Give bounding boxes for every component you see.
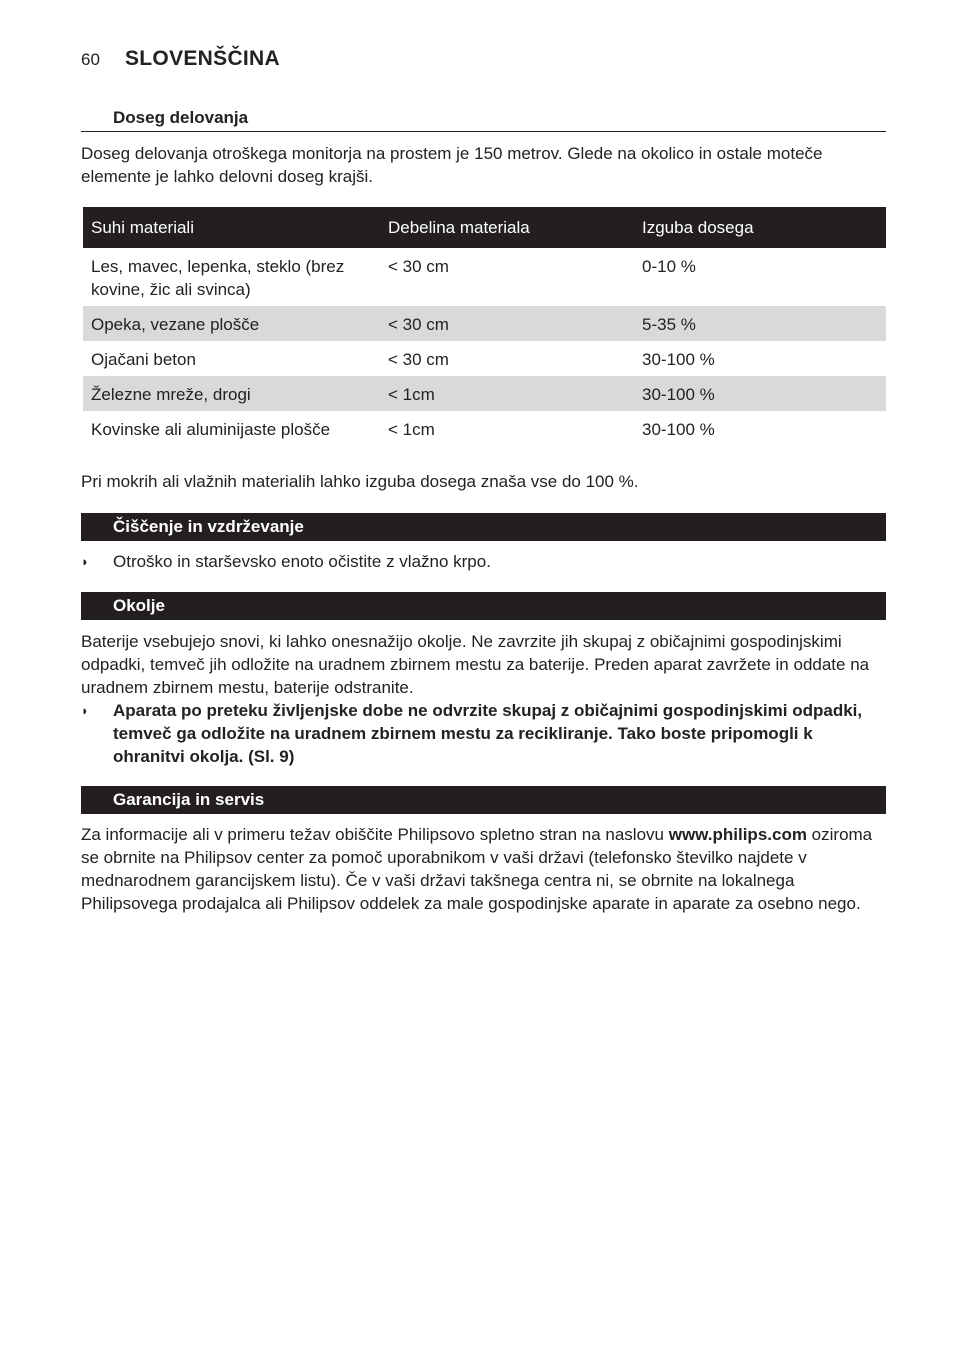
table-cell: Ojačani beton [91,350,196,369]
range-note: Pri mokrih ali vlažnih materialih lahko izguba dosega znaša vse do 100 %. [81,472,639,491]
cleaning-bullet-text: Otroško in starševsko enoto očistite z vlažno krpo. [113,552,491,571]
page-language-title: SLOVENŠČINA [125,47,280,70]
table-header-row [83,207,886,248]
guarantee-section-bar [81,786,886,814]
range-heading-rule [81,131,886,132]
guarantee-text [81,823,886,915]
table-cell: < 30 cm [380,306,634,341]
table-cell: < 1cm [388,420,435,439]
table-cell: 0-10 % [642,257,696,276]
environment-heading: Okolje [113,596,165,615]
guarantee-text-end: oziroma se obrnite na Philipsov center za pomoč uporabnikom v vaši državi (telefonsko številko najdete v mednarodnem garancijskem listu). Če v vaši državi takšnega centra ni, se obrnite na lokalnega Philipsovega prodajalca ali Philipsov oddelek za male gospodinjske aparate in aparate za osebno nego. [81,825,873,913]
table-row [83,376,886,411]
guarantee-heading: Garancija in servis [113,790,265,809]
page-number: 60 [81,50,100,69]
table-row [83,341,886,376]
range-table [83,207,886,446]
table-cell: Železne mreže, drogi [83,376,380,411]
environment-section-bar [81,592,886,620]
table-cell: 30-100 % [642,420,715,439]
bullet-arrow-icon: ◗ [81,703,89,718]
environment-bullet [81,699,886,768]
table-header-cell: Izguba dosega [634,207,886,248]
table-cell: < 30 cm [388,257,449,276]
table-row [83,248,886,306]
range-intro: Doseg delovanja otroškega monitorja na prostem je 150 metrov. Glede na okolico in ostale moteče elemente je lahko delovni doseg krajši. [81,144,823,186]
range-heading: Doseg delovanja [113,108,249,127]
table-cell: Kovinske ali aluminijaste plošče [91,420,331,439]
table-row [83,411,886,446]
guarantee-text-start: Za informacije ali v primeru težav obiščite Philipsovo spletno stran na naslovu [81,825,669,844]
table-cell: 30-100 % [634,376,886,411]
bullet-arrow-icon: ◗ [81,554,89,569]
environment-bullet-text: Aparata po preteku življenjske dobe ne odvrzite skupaj z običajnimi gospodinjskimi odpadki, temveč ga odložite na uradnem zbirnem mestu za recikliranje. Tako boste pripomogli k ohranitvi okolja. (Sl. 9) [113,701,863,766]
table-cell: Les, mavec, lepenka, steklo (brez kovine, žic ali svinca) [91,257,345,299]
table-cell: < 30 cm [388,350,449,369]
table-header-cell: Debelina materiala [380,207,634,248]
cleaning-heading: Čiščenje in vzdrževanje [113,517,304,536]
cleaning-section-bar [81,513,886,541]
table-cell: < 1cm [380,376,634,411]
environment-text: Baterije vsebujejo snovi, ki lahko onesnažijo okolje. Ne zavrzite jih skupaj z običajnimi gospodinjskimi odpadki, temveč jih odložite na uradnem zbirnem mestu za baterije. Preden aparat zavržete in oddate na uradnem zbirnem mestu, baterije odstranite. [81,632,870,697]
table-cell: Opeka, vezane plošče [83,306,380,341]
table-row [83,306,886,341]
cleaning-bullet [81,550,886,573]
philips-url-link[interactable]: www.philips.com [668,825,807,844]
table-header-cell: Suhi materiali [83,207,380,248]
table-cell: 30-100 % [642,350,715,369]
table-cell: 5-35 % [634,306,886,341]
